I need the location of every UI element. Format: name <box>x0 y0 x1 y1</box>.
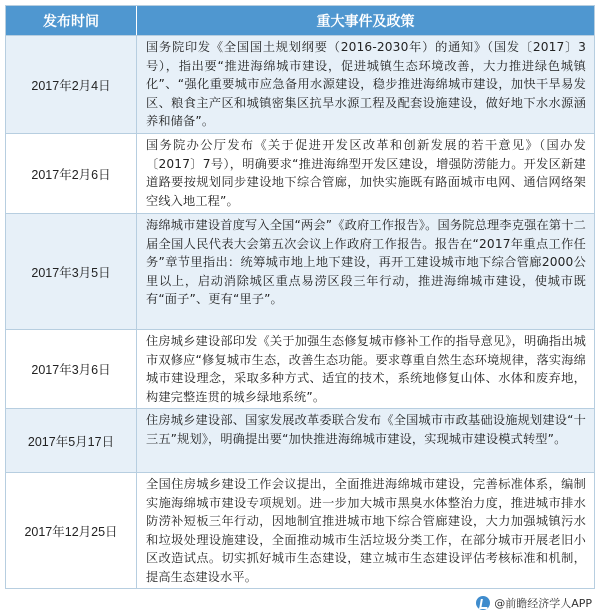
table-row <box>6 472 594 588</box>
row-event-text: 国务院办公厅发布《关于促进开发区改革和创新发展的若干意见》（国办发〔2017〕7号），明确要求“推进海绵型开发区建设，增强防涝能力。开发区新建道路要按规划同步建设地下综合管廊，加快实施既有路面城市电网、通信网络架空线入地工程”。 <box>146 138 586 208</box>
table-row <box>6 408 594 472</box>
qianzhan-logo-icon <box>476 596 490 610</box>
table-row <box>6 329 594 408</box>
table-row <box>6 133 594 213</box>
row-event-text: 海绵城市建设首度写入全国“两会”《政府工作报告》。国务院总理李克强在第十二届全国人民代表大会第五次会议上作政府工作报告。报告在“2017年重点工作任务”章节里指出：统筹城市地上地下建设，再开工建设城市地下综合管廊2000公里以上，启动消除城区重点易涝区段三年行动，推进海绵城市建设，使城市既有“面子”、更有“里子”。 <box>146 218 586 307</box>
header-date: 发布时间 <box>6 6 137 35</box>
table-row <box>6 213 594 329</box>
table-header <box>6 6 594 35</box>
row-date: 2017年2月4日 <box>6 36 137 133</box>
row-event-text: 国务院印发《全国国土规划纲要（2016-2030年）的通知》（国发〔2017〕3号），指出要“推进海绵城市建设，促进城镇生态环境改善，大力推进绿色城镇化”、“强化重要城市应急备用水源建设，稳步推进海绵城市建设，加快干旱易发区、粮食主产区和城镇密集区抗旱水源工程及配套设施建设，做好地下水水源涵养和储备”。 <box>146 40 586 129</box>
row-date: 2017年2月6日 <box>6 134 137 213</box>
header-event: 重大事件及政策 <box>316 13 415 30</box>
row-event-text: 住房城乡建设部、国家发展改革委联合发布《全国城市市政基础设施规划建设“十三五”规划》，明确提出要“加快推进海绵城市建设，实现城市建设模式转型”。 <box>146 413 586 446</box>
source-footer <box>476 595 592 611</box>
row-date: 2017年5月17日 <box>6 409 137 472</box>
source-label: @前瞻经济学人APP <box>494 597 592 610</box>
row-date: 2017年3月5日 <box>6 214 137 329</box>
row-event-text: 住房城乡建设部印发《关于加强生态修复城市修补工作的指导意见》，明确指出城市双修应“修复城市生态，改善生态功能。要求尊重自然生态环境规律，落实海绵城市建设理念，采取多种方式、适宜的技术，系统地修复山体、水体和废弃地，构建完整连贯的城乡绿地系统”。 <box>146 334 586 404</box>
row-event-text: 全国住房城乡建设工作会议提出，全面推进海绵城市建设，完善标准体系，编制实施海绵城市建设专项规划。进一步加大城市黑臭水体整治力度，推进城市排水防涝补短板三年行动，因地制宜推进城市地下综合管廊建设，大力加强城镇污水和垃圾处理设施建设，全面推动城市生活垃圾分类工作，在部分城市开展老旧小区改造试点。切实抓好城市生态建设，建立城市生态建设评估考核标准和机制，提高生态建设水平。 <box>146 477 586 584</box>
row-date: 2017年3月6日 <box>6 330 137 408</box>
table-row <box>6 35 594 133</box>
row-date: 2017年12月25日 <box>6 473 137 588</box>
policy-table <box>5 5 595 589</box>
